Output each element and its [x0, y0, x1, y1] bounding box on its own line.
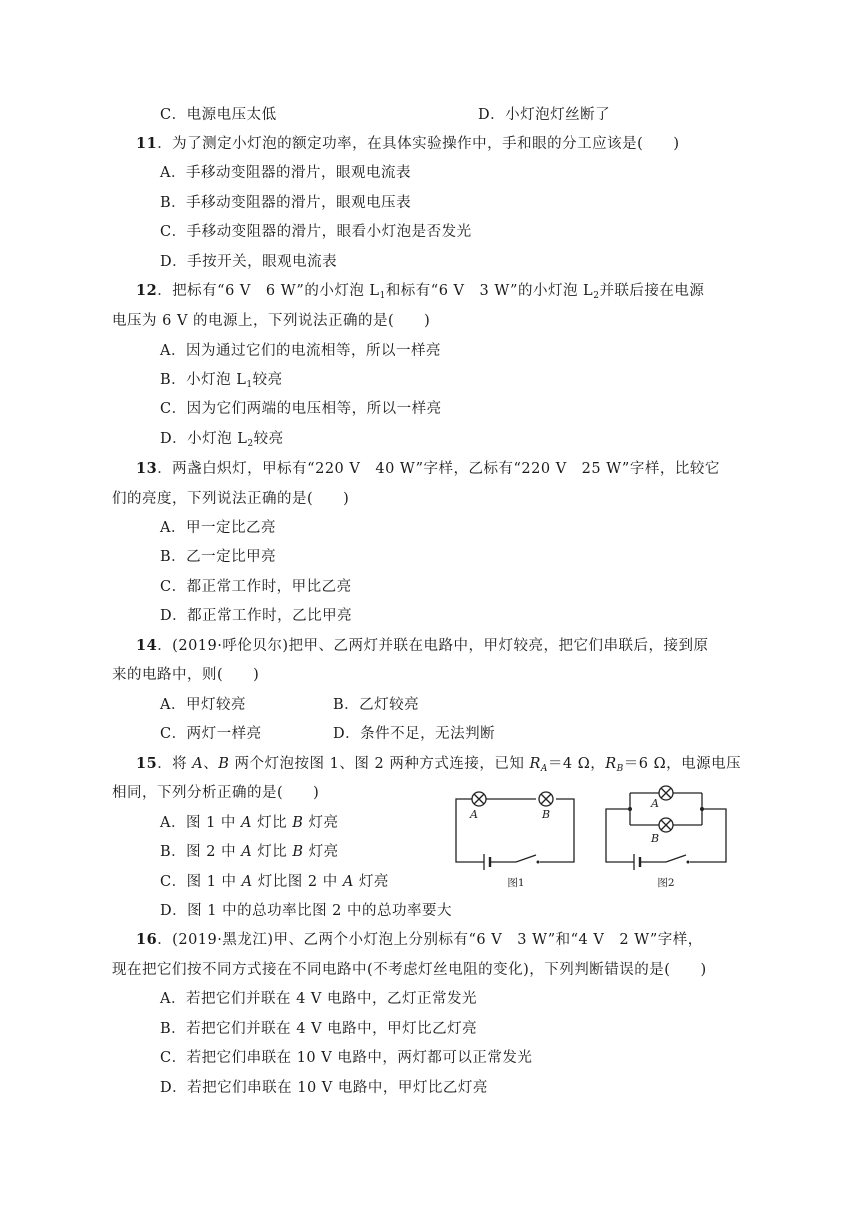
var-a: A — [241, 815, 253, 831]
q12-stem-part: 并联后接在电源 — [599, 283, 705, 299]
q12-stem-part: 和标有“6 V 3 W”的小灯泡 L — [385, 283, 594, 299]
switch-lever — [666, 855, 686, 862]
var-b: B — [218, 756, 230, 772]
q10-option-c: C．电源电压太低 — [160, 107, 277, 123]
q16-option-d: D．若把它们串联在 10 V 电路中，甲灯比乙灯亮 — [160, 1080, 488, 1096]
subscript: A — [540, 764, 548, 774]
option-text: 较亮 — [252, 372, 283, 388]
q13-option-d: D．都正常工作时，乙比甲亮 — [160, 608, 353, 624]
option-text: A．图 1 中 — [160, 815, 242, 831]
option-text: 灯比 — [252, 815, 293, 831]
q15-option-a — [160, 813, 339, 833]
q11-stem — [136, 134, 680, 154]
option-text: 灯亮 — [303, 815, 339, 831]
q14-stem-text: ．(2019·呼伦贝尔)把甲、乙两灯并联在电路中，甲灯较亮，把它们串联后，接到原 — [157, 638, 709, 654]
q15-stem-line1 — [136, 754, 741, 779]
q14-number: 14 — [136, 637, 158, 654]
q11-option-b: B．手移动变阻器的滑片，眼观电压表 — [160, 195, 412, 211]
q15-stem-part: 两个灯泡按图 1、图 2 两种方式连接，已知 — [229, 756, 530, 772]
q13-stem-line2: 们的亮度，下列说法正确的是( ) — [112, 491, 350, 507]
var-b: B — [292, 815, 304, 831]
lamp-a-icon — [659, 786, 673, 800]
var-a: A — [192, 756, 204, 772]
q15-stem-part: ＝6 Ω，电源电压 — [623, 756, 742, 772]
q15-option-c — [160, 872, 389, 892]
q13-stem-text: ．两盏白炽灯，甲标有“220 V 40 W”字样，乙标有“220 V 25 W”字样，比较它 — [157, 461, 720, 477]
var-b: B — [292, 844, 304, 860]
q12-option-d — [160, 429, 284, 454]
q12-option-b — [160, 370, 283, 395]
q12-stem-line1 — [136, 281, 704, 306]
q16-stem-text: ．(2019·黑龙江)甲、乙两个小灯泡上分别标有“6 V 3 W”和“4 V 2 W”字样， — [157, 932, 703, 948]
switch-contact — [687, 861, 690, 864]
option-text: 较亮 — [253, 431, 284, 447]
q13-option-a: A．甲一定比乙亮 — [160, 520, 276, 536]
q14-option-c: C．两灯一样亮 — [160, 726, 262, 742]
q11-number: 11 — [136, 135, 158, 152]
q13-number: 13 — [136, 460, 158, 477]
q11-stem-text: ．为了测定小灯泡的额定功率，在具体实验操作中，手和眼的分工应该是( ) — [157, 136, 680, 152]
option-text: 灯比 — [252, 844, 293, 860]
lamp-b-icon — [539, 792, 553, 806]
q12-option-c: C．因为它们两端的电压相等，所以一样亮 — [160, 401, 442, 417]
q12-stem-line2: 电压为 6 V 的电源上，下列说法正确的是( ) — [112, 313, 431, 329]
switch-lever — [516, 855, 536, 862]
q15-number: 15 — [136, 755, 158, 772]
q15-stem-part: ＝4 Ω， — [547, 756, 606, 772]
subscript: 1 — [246, 380, 253, 390]
option-text: B．图 2 中 — [160, 844, 242, 860]
junction-dot — [700, 807, 704, 811]
option-text: D．小灯泡 L — [160, 431, 248, 447]
subscript: B — [616, 764, 624, 774]
q10-option-d: D．小灯泡灯丝断了 — [478, 107, 611, 123]
q15-stem-part: ．将 — [157, 756, 193, 772]
junction-dot — [628, 807, 632, 811]
q16-option-b: B．若把它们并联在 4 V 电路中，甲灯比乙灯亮 — [160, 1021, 478, 1037]
figure-1-series-circuit — [450, 782, 582, 892]
q16-stem-line1 — [136, 930, 703, 950]
q12-option-a: A．因为通过它们的电流相等，所以一样亮 — [160, 343, 441, 359]
switch-contact — [537, 861, 540, 864]
figure-2-label-b: B — [651, 832, 660, 845]
q13-stem-line1 — [136, 459, 720, 479]
option-text: 灯亮 — [353, 874, 389, 890]
q12-stem-part: ．把标有“6 V 6 W”的小灯泡 L — [157, 283, 380, 299]
q15-stem-line2: 相同，下列分析正确的是( ) — [112, 785, 320, 801]
lamp-a-icon — [472, 792, 486, 806]
var-a: A — [342, 874, 354, 890]
subscript: 2 — [593, 291, 600, 301]
q14-option-a: A．甲灯较亮 — [160, 697, 246, 713]
option-text: 灯亮 — [303, 844, 339, 860]
figure-2-label-a: A — [651, 797, 659, 810]
var-a: A — [241, 874, 253, 890]
q11-option-d: D．手按开关，眼观电流表 — [160, 254, 338, 270]
figure-2-caption: 图2 — [657, 877, 675, 889]
q16-stem-line2: 现在把它们按不同方式接在不同电路中(不考虑灯丝电阻的变化)，下列判断错误的是( ) — [112, 962, 707, 978]
var-r: R — [605, 756, 617, 772]
q13-option-c: C．都正常工作时，甲比乙亮 — [160, 579, 352, 595]
figure-2-parallel-circuit — [600, 782, 732, 892]
q15-option-b — [160, 842, 339, 862]
lamp-b-icon — [659, 818, 673, 832]
option-text: C．图 1 中 — [160, 874, 242, 890]
var-r: R — [529, 756, 541, 772]
option-text: 灯比图 2 中 — [252, 874, 343, 890]
q12-number: 12 — [136, 282, 158, 299]
q16-option-a: A．若把它们并联在 4 V 电路中，乙灯正常发光 — [160, 991, 477, 1007]
q15-option-d: D．图 1 中的总功率比图 2 中的总功率要大 — [160, 903, 453, 919]
figure-1-label-b: B — [542, 808, 551, 821]
figure-1-label-a: A — [470, 808, 478, 821]
q14-option-d: D．条件不足，无法判断 — [333, 726, 496, 742]
q14-stem-line2: 来的电路中，则( ) — [112, 667, 260, 683]
q11-option-a: A．手移动变阻器的滑片，眼观电流表 — [160, 165, 411, 181]
var-a: A — [241, 844, 253, 860]
figure-1-caption: 图1 — [507, 877, 525, 889]
q13-option-b: B．乙一定比甲亮 — [160, 549, 277, 565]
q11-option-c: C．手移动变阻器的滑片，眼看小灯泡是否发光 — [160, 224, 472, 240]
q16-number: 16 — [136, 931, 158, 948]
q15-stem-part: 、 — [203, 756, 219, 772]
option-text: B．小灯泡 L — [160, 372, 247, 388]
subscript: 1 — [379, 291, 386, 301]
wire — [690, 809, 726, 862]
q14-stem-line1 — [136, 636, 709, 656]
q16-option-c: C．若把它们串联在 10 V 电路中，两灯都可以正常发光 — [160, 1050, 533, 1066]
subscript: 2 — [247, 439, 254, 449]
q14-option-b: B．乙灯较亮 — [333, 697, 420, 713]
